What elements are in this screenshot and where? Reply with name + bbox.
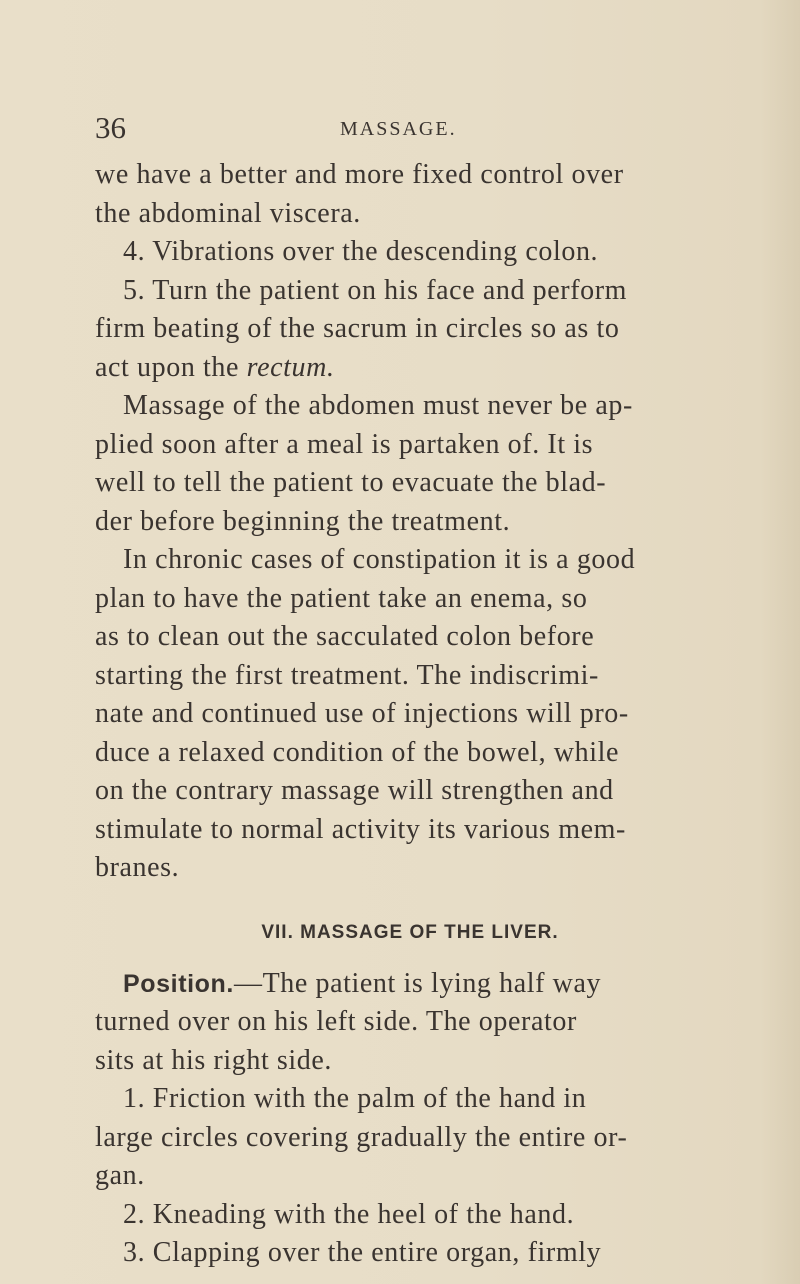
text-line: we have a better and more fixed control over bbox=[95, 159, 624, 190]
paragraph-start: In chronic cases of constipation it is a good bbox=[123, 544, 636, 575]
text-line: plied soon after a meal is partaken of. It is bbox=[95, 428, 594, 460]
text-line: stimulate to normal activity its various mem- bbox=[95, 813, 626, 845]
text-line: nate and continued use of injections will pro- bbox=[95, 698, 629, 729]
position-paragraph-start bbox=[95, 965, 725, 1004]
list-item-5: 5. Turn the patient on his face and perform bbox=[123, 274, 628, 306]
text-line: gan. bbox=[95, 1160, 145, 1191]
position-lead: Position. bbox=[123, 969, 234, 998]
text-line: sits at his right side. bbox=[95, 1044, 333, 1076]
text-line: starting the first treatment. The indiscrimi- bbox=[95, 659, 599, 691]
text-fragment: —The patient is lying half way bbox=[233, 967, 602, 999]
text-line: plan to have the patient take an enema, so bbox=[95, 582, 588, 614]
text-line: as to clean out the sacculated colon before bbox=[95, 621, 595, 652]
page-header bbox=[95, 108, 715, 148]
text-line: turned over on his left side. The operator bbox=[95, 1006, 577, 1037]
section-heading: VII. MASSAGE OF THE LIVER. bbox=[261, 921, 559, 943]
text-line: branes. bbox=[95, 852, 180, 883]
running-head: MASSAGE. bbox=[340, 118, 457, 140]
page-number: 36 bbox=[95, 110, 126, 145]
list-item-2: 2. Kneading with the heel of the hand. bbox=[123, 1198, 575, 1230]
list-item-1: 1. Friction with the palm of the hand in bbox=[123, 1083, 587, 1114]
page-body bbox=[95, 156, 725, 1273]
text-line: on the contrary massage will strengthen and bbox=[95, 775, 614, 806]
text-line: well to tell the patient to evacuate the blad- bbox=[95, 467, 607, 498]
list-item-3: 3. Clapping over the entire organ, firmly bbox=[123, 1237, 602, 1268]
section-heading-wrap bbox=[95, 888, 725, 965]
text-line: large circles covering gradually the entire or- bbox=[95, 1121, 628, 1153]
text-fragment: act upon the bbox=[95, 351, 247, 383]
text-line: firm beating of the sacrum in circles so as to bbox=[95, 313, 620, 344]
text-line: duce a relaxed condition of the bowel, while bbox=[95, 736, 620, 768]
text-line: der before beginning the treatment. bbox=[95, 505, 511, 537]
text-line bbox=[95, 349, 725, 388]
text-line: the abdominal viscera. bbox=[95, 197, 361, 229]
italic-term: rectum. bbox=[246, 351, 335, 383]
list-item-4: 4. Vibrations over the descending colon. bbox=[123, 236, 599, 267]
paragraph-start: Massage of the abdomen must never be ap- bbox=[123, 390, 633, 421]
